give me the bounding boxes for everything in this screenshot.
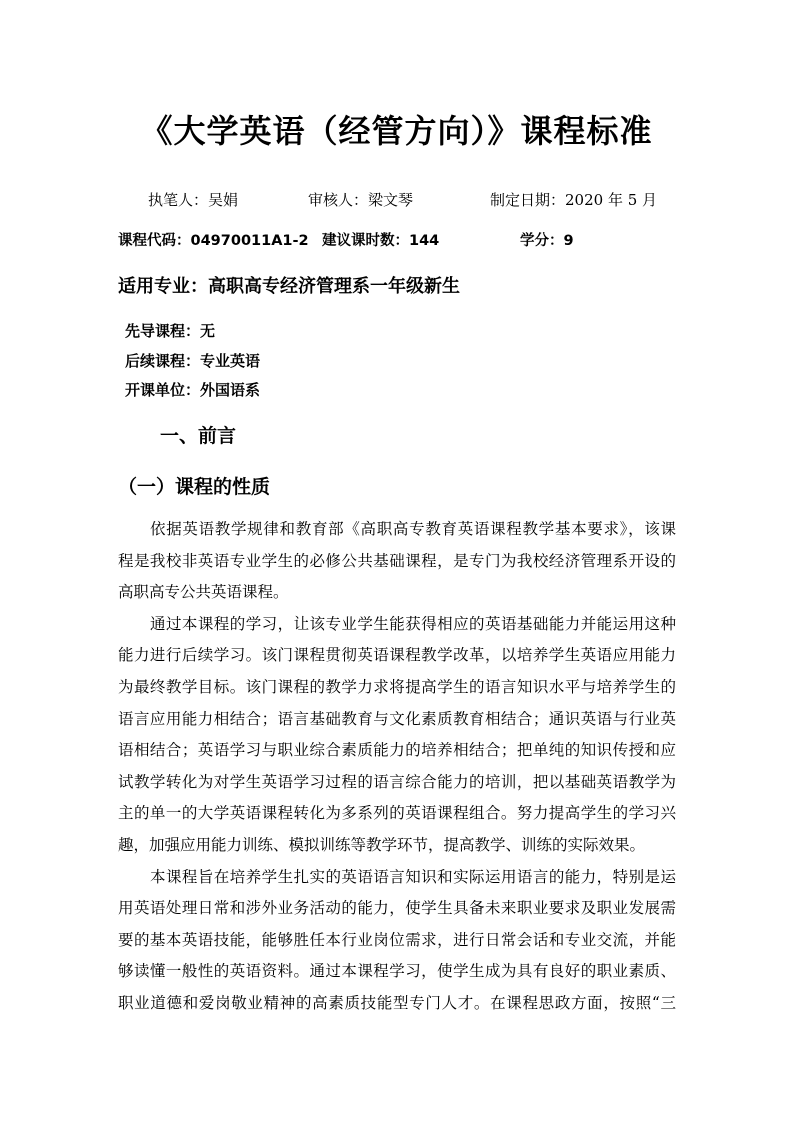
date: 制定日期：2020 年 5 月 [490, 191, 658, 209]
document-title: 《大学英语（经管方向）》课程标准 [140, 112, 653, 150]
paragraph-line: 高职高专公共英语课程。 [118, 583, 289, 602]
paragraph-line: 能力进行后续学习。该门课程贯彻英语课程教学改革，以培养学生英语应用能力 [118, 646, 676, 665]
paragraph-line: 本课程旨在培养学生扎实的英语语言知识和实际运用语言的能力，特别是运 [150, 867, 676, 886]
paragraph-line: 依据英语教学规律和教育部《高职高专教育英语课程教学基本要求》，该课 [150, 520, 676, 538]
course-code: 课程代码：04970011A1-2 [118, 233, 309, 249]
paragraph-line: 语相结合；英语学习与职业综合素质能力的培养相结合；把单纯的知识传授和应 [118, 741, 676, 760]
paragraph-line: 要的基本英语技能，能够胜任本行业岗位需求，进行日常会话和专业交流，并能 [118, 930, 676, 949]
paragraph-line: 趣，加强应用能力训练、模拟训练等教学环节，提高教学、训练的实际效果。 [118, 836, 646, 854]
paragraph-line: 为最终教学目标。该门课程的教学力求将提高学生的语言知识水平与培养学生的 [118, 678, 676, 696]
paragraph-line: 职业道德和爱岗敬业精神的高素质技能型专门人才。在课程思政方面，按照“三 [118, 994, 676, 1012]
section-heading: 一、前言 [160, 425, 237, 447]
paragraph-line: 够读懂一般性的英语资料。通过本课程学习，使学生成为具有良好的职业素质、 [118, 962, 676, 981]
offering-unit: 开课单位：外国语系 [125, 381, 261, 399]
course-hours: 建议课时数：144 [322, 233, 440, 249]
paragraph-line: 语言应用能力相结合；语言基础教育与文化素质教育相结合；通识英语与行业英 [118, 709, 676, 728]
paragraph-line: 试教学转化为对学生英语学习过程的语言综合能力的培训，把以基础英语教学为 [118, 772, 676, 791]
course-credits: 学分：9 [520, 233, 574, 249]
followup-course: 后续课程：专业英语 [125, 352, 261, 370]
paragraph-line: 通过本课程的学习，让该专业学生能获得相应的英语基础能力并能运用这种 [150, 614, 676, 633]
prerequisite-course: 先导课程：无 [125, 322, 216, 340]
paragraph-line: 程是我校非英语专业学生的必修公共基础课程，是专门为我校经济管理系开设的 [118, 551, 676, 570]
paragraph-line: 主的单一的大学英语课程转化为多系列的英语课程组合。努力提高学生的学习兴 [118, 804, 676, 823]
paragraph-line: 用英语处理日常和涉外业务活动的能力，使学生具备未来职业要求及职业发展需 [118, 899, 676, 918]
author: 执笔人：吴娟 [148, 191, 239, 209]
applicable-major: 适用专业：高职高专经济管理系一年级新生 [118, 276, 460, 297]
reviewer: 审核人：梁文琴 [308, 191, 414, 209]
subsection-heading: （一）课程的性质 [118, 476, 271, 498]
